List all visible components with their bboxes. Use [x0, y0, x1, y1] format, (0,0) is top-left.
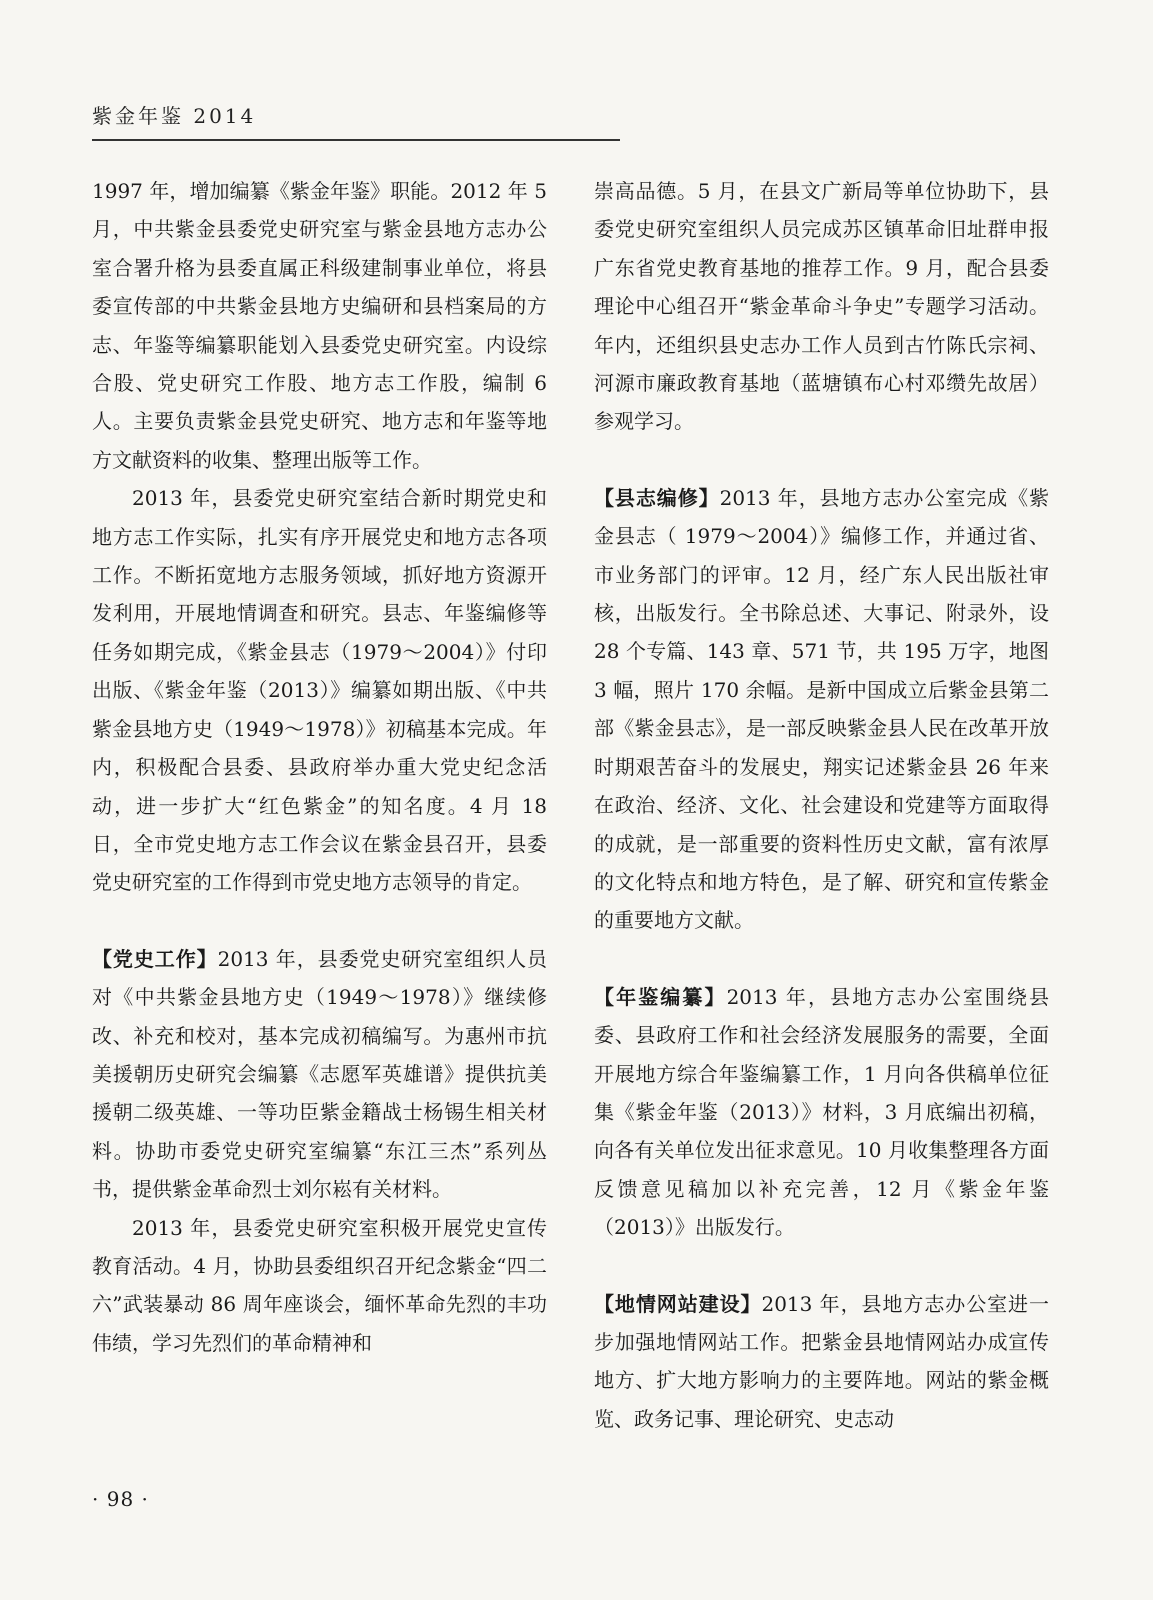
- section-text: 2013 年，县地方志办公室围绕县委、县政府工作和社会经济发展服务的需要，全面开展地方综合年鉴编纂工作，1 月向各供稿单位征集《紫金年鉴（2013）》材料，3 月底编出初稿，向各有关单位发出征求意见。10 月收集整理各方面反馈意见稿加以补充完善，12 月《紫金年鉴（2013）》出版发行。: [594, 984, 1049, 1240]
- running-head: 紫金年鉴 2014: [92, 104, 257, 128]
- section-county-annals: [594, 479, 1049, 940]
- section-text: 2013 年，县地方志办公室完成《紫金县志（ 1979～2004）》编修工作，并通过省、市业务部门的评审。12 月，经广东人民出版社审核，出版发行。全书除总述、大事记、附录外，设 28 个专篇、143 章、571 节，共 195 万字，地图 3 幅，照片 170 余幅。是新中国成立后紫金县第二部《紫金县志》，是一部反映紫金县人民在改革开放时期艰苦奋斗的发展史，翔实记述紫金县 26 年来在政治、经济、文化、社会建设和党建等方面取得的成就，是一部重要的资料性历史文献，富有浓厚的文化特点和地方特色，是了解、研究和宣传紫金的重要地方文献。: [594, 485, 1049, 933]
- section-yearbook: [594, 978, 1049, 1247]
- section-heading: 【年鉴编纂】: [594, 984, 727, 1009]
- section-party-history: [92, 940, 547, 1209]
- section-heading: 【地情网站建设】: [594, 1291, 762, 1316]
- header-rule: [92, 139, 620, 141]
- section-text: 2013 年，县委党史研究室组织人员对《中共紫金县地方史（1949～1978）》继续修改、补充和校对，基本完成初稿编写。为惠州市抗美援朝历史研究会编纂《志愿军英雄谱》提供抗美援朝二级英雄、一等功臣紫金籍战士杨锡生相关材料。协助市委党史研究室编纂“东江三杰”系列丛书，提供紫金革命烈士刘尔崧有关材料。: [92, 946, 547, 1202]
- paragraph: 1997 年，增加编纂《紫金年鉴》职能。2012 年 5 月，中共紫金县委党史研究室与紫金县地方志办公室合署升格为县委直属正科级建制事业单位，将县委宣传部的中共紫金县地方史编研和县档案局的方志、年鉴等编纂职能划入县委党史研究室。内设综合股、党史研究工作股、地方志工作股，编制 6 人。主要负责紫金县党史研究、地方志和年鉴等地方文献资料的收集、整理出版等工作。: [92, 179, 547, 472]
- paragraph: 2013 年，县委党史研究室结合新时期党史和地方志工作实际，扎实有序开展党史和地方志各项工作。不断拓宽地方志服务领域，抓好地方资源开发利用，开展地情调查和研究。县志、年鉴编修等任务如期完成，《紫金县志（1979～2004）》付印出版、《紫金年鉴（2013）》编纂如期出版、《中共紫金县地方史（1949～1978）》初稿基本完成。年内，积极配合县委、县政府举办重大党史纪念活动，进一步扩大“红色紫金”的知名度。4 月 18 日，全市党史地方志工作会议在紫金县召开，县委党史研究室的工作得到市党史地方志领导的肯定。: [92, 486, 547, 895]
- section-text: 2013 年，县地方志办公室进一步加强地情网站工作。把紫金县地情网站办成宣传地方、扩大地方影响力的主要阵地。网站的紫金概览、政务记事、理论研究、史志动: [594, 1291, 1049, 1431]
- section-website: [594, 1285, 1049, 1439]
- left-column: [92, 172, 547, 1362]
- paragraph: 崇高品德。5 月，在县文广新局等单位协助下，县委党史研究室组织人员完成苏区镇革命旧址群申报广东省党史教育基地的推荐工作。9 月，配合县委理论中心组召开“紫金革命斗争史”专题学习活动。年内，还组织县史志办工作人员到古竹陈氏宗祠、河源市廉政教育基地（蓝塘镇布心村邓缵先故居）参观学习。: [594, 179, 1049, 434]
- section-heading: 【党史工作】: [92, 946, 218, 971]
- paragraph: 2013 年，县委党史研究室积极开展党史宣传教育活动。4 月，协助县委组织召开纪念紫金“四二六”武装暴动 86 周年座谈会，缅怀革命先烈的丰功伟绩，学习先烈们的革命精神和: [92, 1215, 547, 1355]
- right-column: [594, 172, 1049, 1438]
- section-heading: 【县志编修】: [594, 485, 720, 510]
- page-number: · 98 ·: [92, 1487, 149, 1511]
